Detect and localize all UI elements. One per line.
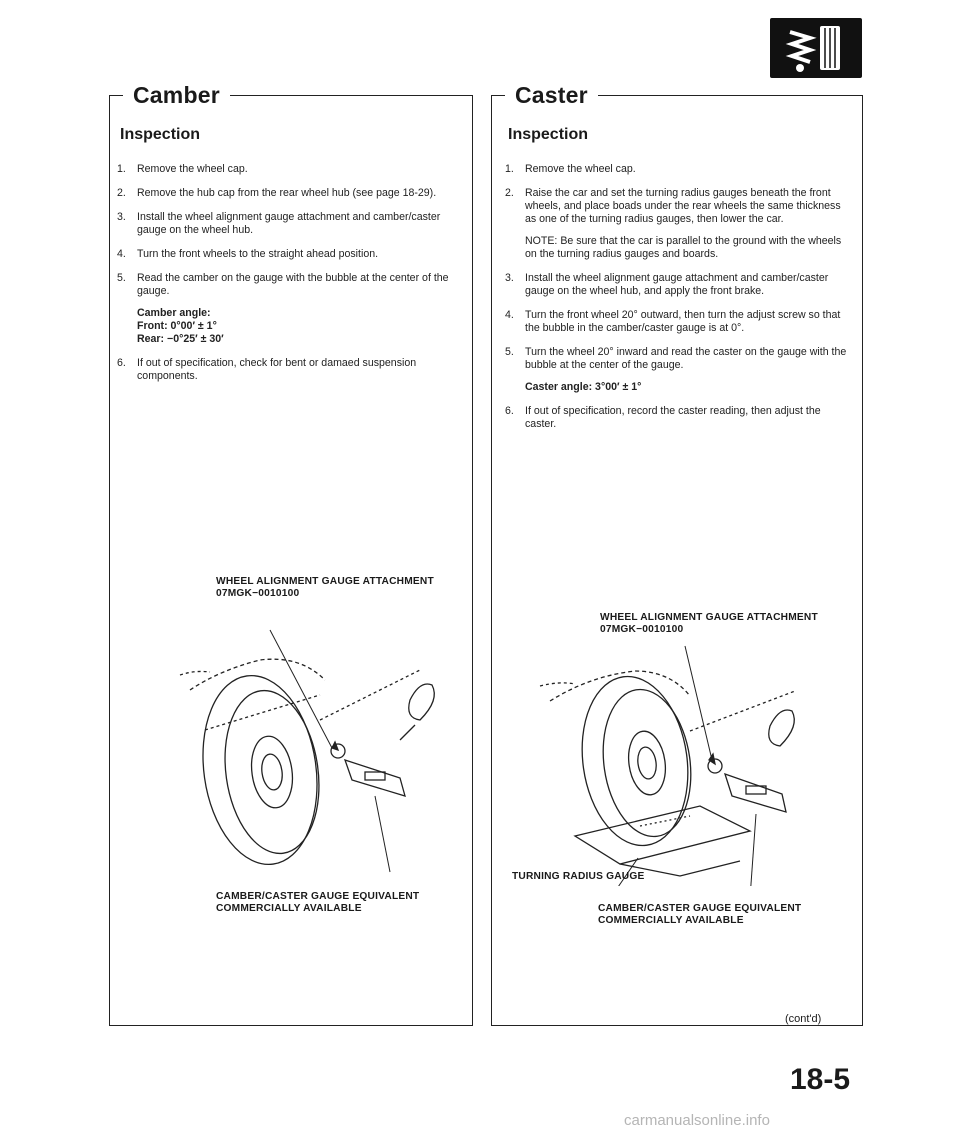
camber-callout-gauge: CAMBER/CASTER GAUGE EQUIVALENT COMMERCIALLY AVAILABLE <box>216 891 420 914</box>
watermark: carmanualsonline.info <box>624 1112 770 1129</box>
camber-step: 5. Read the camber on the gauge with the bubble at the center of the gauge. Camber angle: Front: 0°00′ ± 1° Rear: −0°25′ ± 30′ <box>117 272 457 346</box>
shock-absorber-icon <box>770 18 862 78</box>
caster-illustration <box>520 636 840 886</box>
caster-callout-turning-gauge: TURNING RADIUS GAUGE <box>512 871 645 882</box>
camber-steps <box>117 163 457 394</box>
camber-illustration <box>160 600 460 890</box>
camber-step: 4. Turn the front wheels to the straight ahead position. <box>117 248 379 260</box>
caster-step: 6. If out of specification, record the caster reading, then adjust the caster. <box>505 405 821 430</box>
camber-step: 3. Install the wheel alignment gauge attachment and camber/caster gauge on the wheel hub. <box>117 211 441 236</box>
camber-angle-spec: Camber angle: Front: 0°00′ ± 1° Rear: −0°25′ ± 30′ <box>137 307 224 345</box>
page-number: 18-5 <box>790 1063 851 1096</box>
camber-step: 6. If out of specification, check for bent or damaed suspension components. <box>117 357 417 382</box>
caster-note: NOTE: Be sure that the car is parallel to the ground with the wheels on the turning radius gauges and boards. <box>525 235 842 260</box>
caster-step: 5. Turn the wheel 20° inward and read the caster on the gauge with the bubble at the center of the gauge. Caster angle: 3°00′ ± 1° <box>505 346 853 394</box>
section-logo-icon <box>770 18 862 78</box>
caster-subtitle: Inspection <box>508 126 589 143</box>
caster-callout-attachment: WHEEL ALIGNMENT GAUGE ATTACHMENT 07MGK−0010100 <box>600 612 818 635</box>
caster-angle-spec: Caster angle: 3°00′ ± 1° <box>525 381 642 393</box>
caster-callout-gauge: CAMBER/CASTER GAUGE EQUIVALENT COMMERCIALLY AVAILABLE <box>598 903 802 926</box>
camber-title: Camber <box>133 81 220 108</box>
camber-callout-attachment: WHEEL ALIGNMENT GAUGE ATTACHMENT 07MGK−0010100 <box>216 576 434 599</box>
camber-step: 2. Remove the hub cap from the rear wheel hub (see page 18-29). <box>117 187 437 199</box>
caster-step: 2. Raise the car and set the turning radius gauges beneath the front wheels, and place boads under the rear wheels the same thickness as one of the turning radius gauges, then lower the car. NOTE: Be sure that the car is parallel to the ground with the wheels on the turning radius gauges and boards. <box>505 187 853 261</box>
camber-step: 1. Remove the wheel cap. <box>117 163 248 175</box>
continued-label: (cont'd) <box>785 1013 822 1025</box>
caster-step: 3. Install the wheel alignment gauge attachment and camber/caster gauge on the wheel hub, and apply the front brake. <box>505 272 829 297</box>
caster-step: 4. Turn the front wheel 20° outward, then turn the adjust screw so that the bubble in the camber/caster gauge is at 0°. <box>505 309 841 334</box>
caster-step: 1. Remove the wheel cap. <box>505 163 636 175</box>
camber-subtitle: Inspection <box>120 126 201 143</box>
caster-title: Caster <box>515 81 588 108</box>
caster-steps <box>505 163 853 442</box>
